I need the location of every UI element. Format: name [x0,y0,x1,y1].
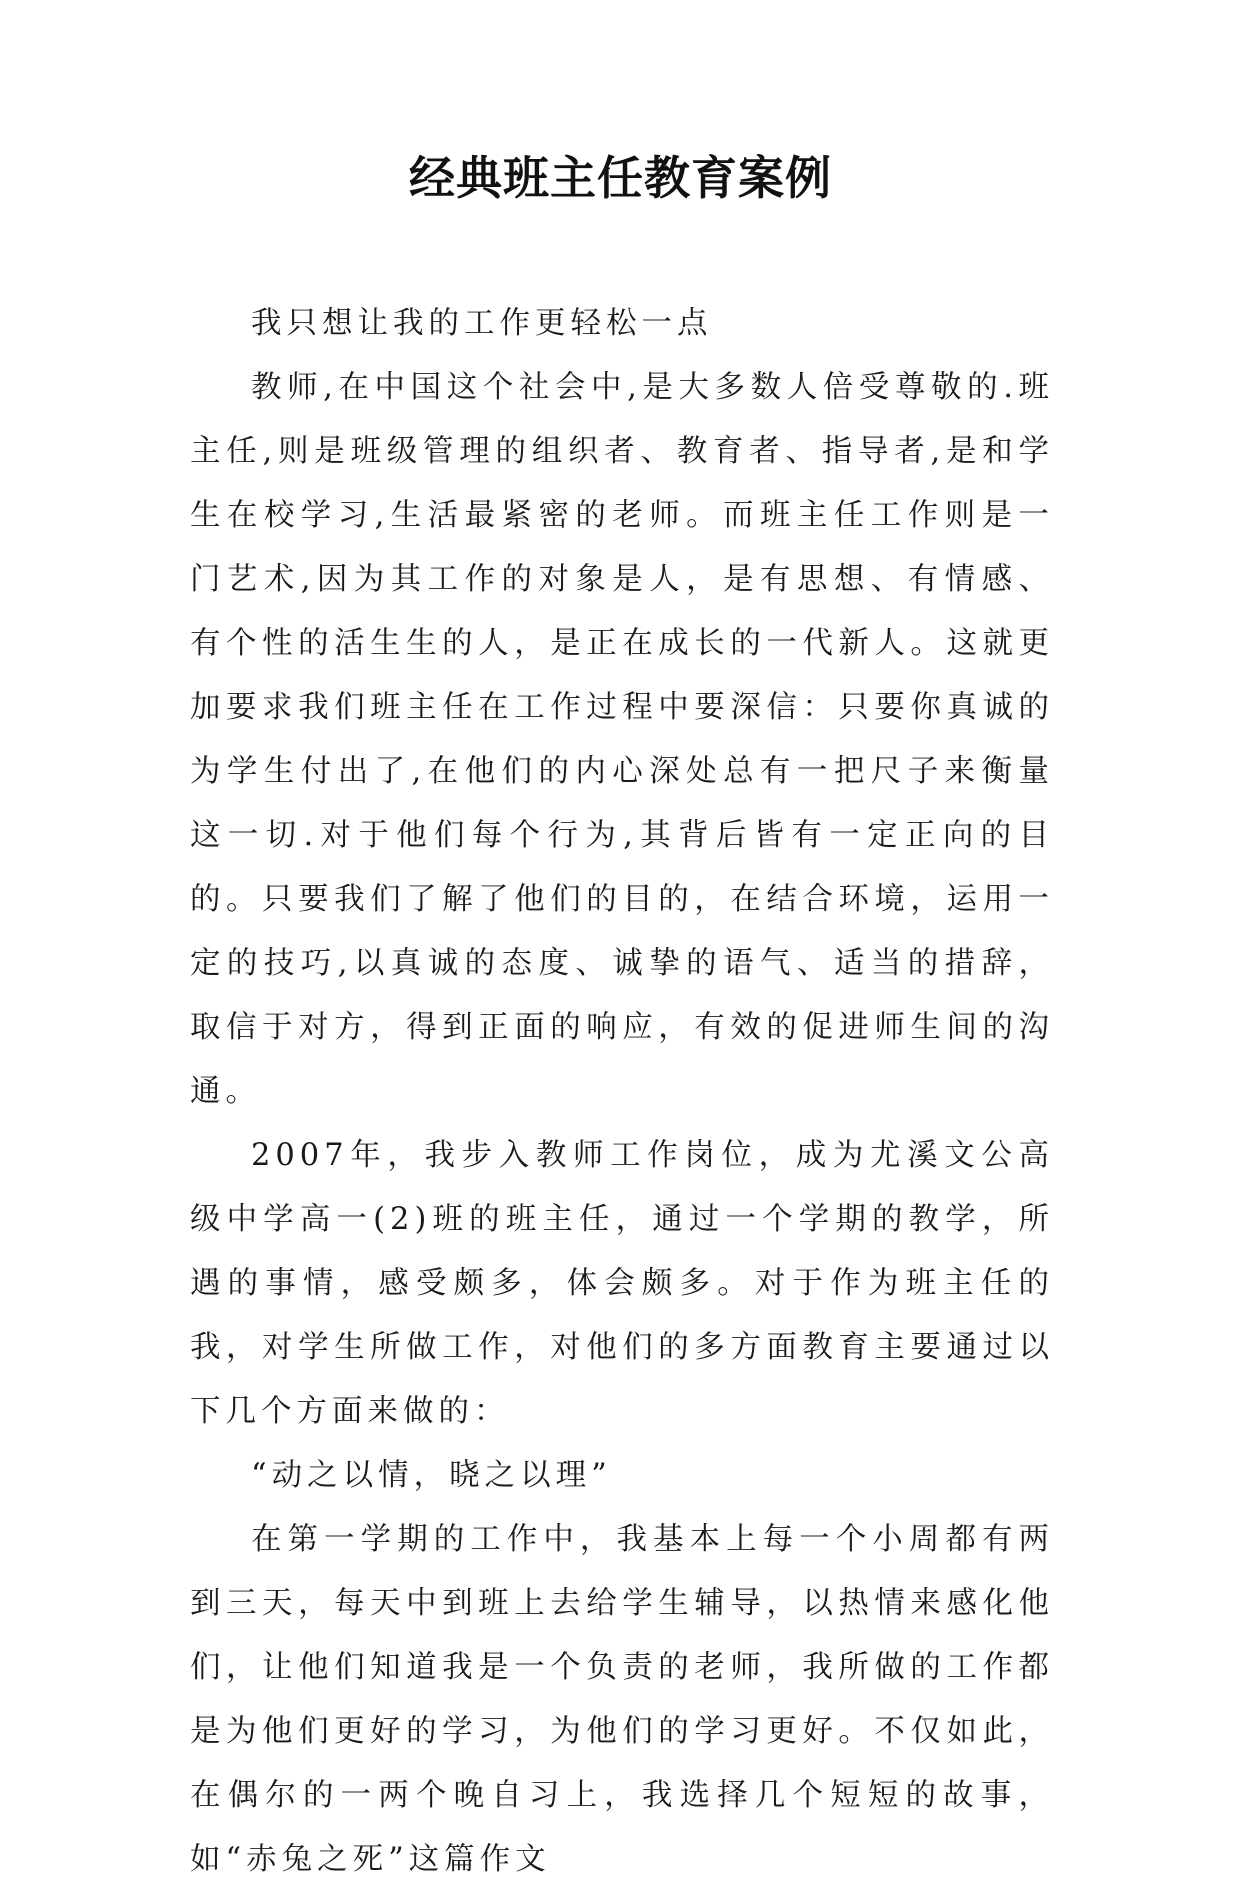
paragraph-1: 教师,在中国这个社会中,是大多数人倍受尊敬的.班主任,则是班级管理的组织者、教育者、指导者,是和学生在校学习,生活最紧密的老师。而班主任工作则是一门艺术,因为其工作的对象是人，是有思想、有情感、有个性的活生生的人，是正在成长的一代新人。这就更加要求我们班主任在工作过程中要深信：只要你真诚的为学生付出了,在他们的内心深处总有一把尺子来衡量这一切.对于他们每个行为,其背后皆有一定正向的目的。只要我们了解了他们的目的，在结合环境，运用一定的技巧,以真诚的态度、诚挚的语气、适当的措辞，取信于对方，得到正面的响应，有效的促进师生间的沟通。 [190,370,1054,1109]
paragraph-heading-1: 我只想让我的工作更轻松一点 [251,306,713,341]
document-body [190,292,1054,1892]
paragraph-2: 2007年，我步入教师工作岗位，成为尤溪文公高级中学高一(2)班的班主任，通过一个学期的教学，所遇的事情，感受颇多，体会颇多。对于作为班主任的我，对学生所做工作，对他们的多方面教育主要通过以下几个方面来做的： [190,1138,1054,1429]
paragraph-3: 在第一学期的工作中，我基本上每一个小周都有两到三天，每天中到班上去给学生辅导，以热情来感化他们，让他们知道我是一个负责的老师，我所做的工作都是为他们更好的学习，为他们的学习更好。不仅如此，在偶尔的一两个晚自习上，我选择几个短短的故事，如“赤兔之死”这篇作文 [190,1522,1054,1877]
paragraph-heading-2: “动之以情，晓之以理” [251,1458,612,1493]
document-title: 经典班主任教育案例 [409,151,832,205]
